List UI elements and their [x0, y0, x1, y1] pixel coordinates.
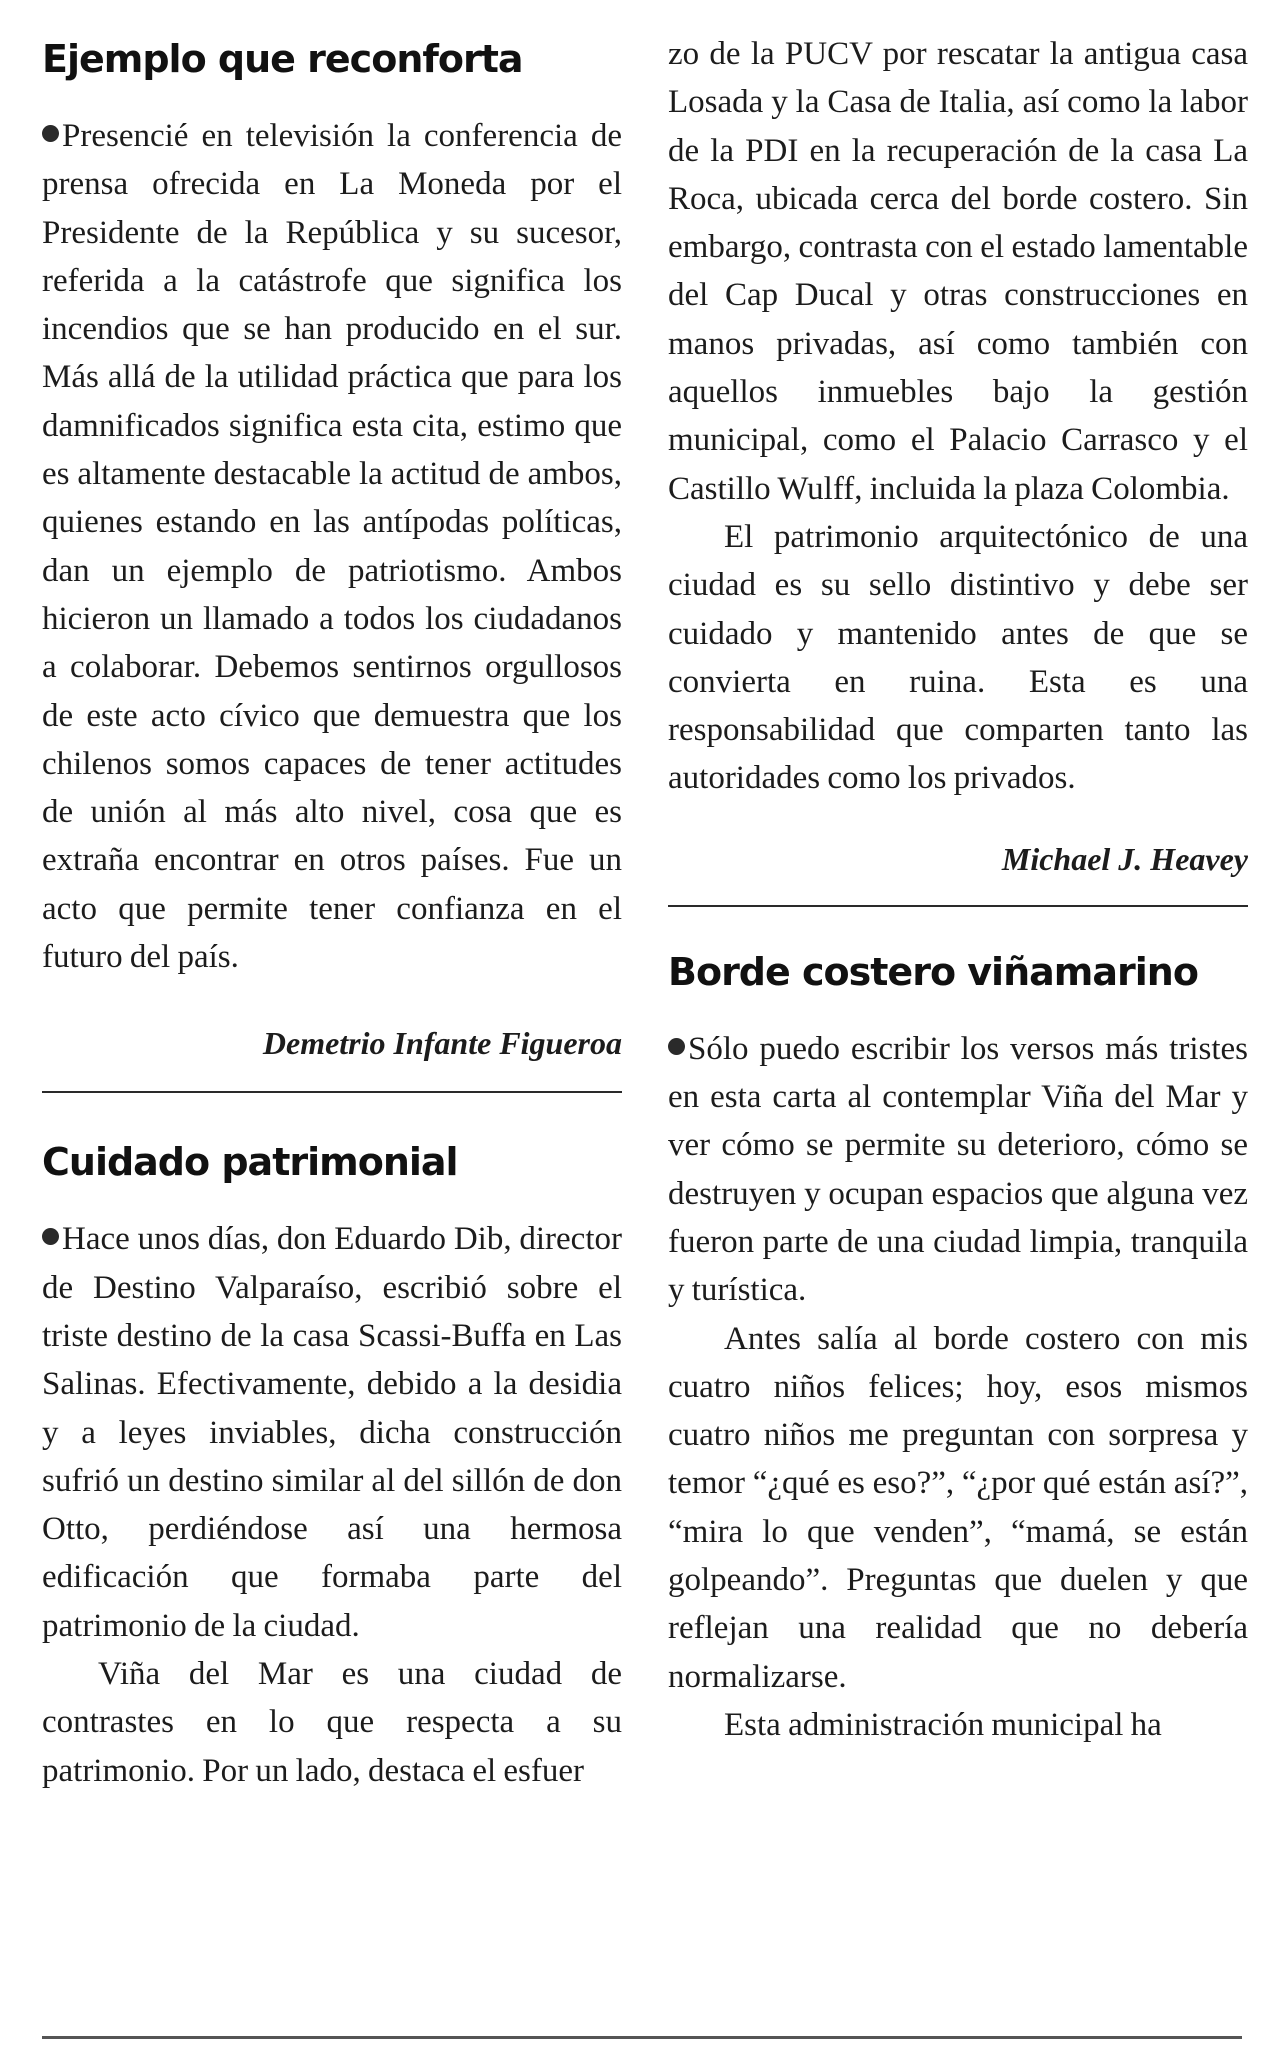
letter-paragraph: Antes salía al borde costero con mis cuatro niños felices; hoy, esos mismos cuatro niños me preguntan con sorpresa y temor “¿qué es eso?”, “¿por qué están así?”, “mira lo que venden”, “mamá, se están golpeando”. Preguntas que duelen y que reflejan una realidad que no debería normalizarse.: [668, 1320, 1248, 1695]
letter-title: Borde costero viñamarino: [668, 949, 1198, 994]
page-bottom-rule: [42, 2036, 1242, 2039]
letter-paragraph: El patrimonio arquitectónico de una ciudad es su sello distintivo y debe ser cuidado y mantenido antes de que se convierta en ruina. Esta es una responsabilidad que comparten tanto las autoridades como los privados.: [668, 518, 1248, 797]
bullet-icon: [668, 1038, 685, 1055]
letter-paragraph: zo de la PUCV por rescatar la antigua casa Losada y la Casa de Italia, así como la labor de la PDI en la recuperación de la casa La Roca, ubicada cerca del borde costero. Sin embargo, contrasta con el estado lamentable del Cap Ducal y otras construcciones en manos privadas, así como también con aquellos inmuebles bajo la gestión municipal, como el Palacio Carrasco y el Castillo Wulff, incluida la plaza Colombia.: [668, 36, 1248, 507]
letter-paragraph: Esta administración municipal ha: [724, 1706, 1162, 1743]
left-column: [42, 30, 622, 1795]
letter-signature: Demetrio Infante Figueroa: [262, 1025, 622, 1062]
bullet-icon: [42, 1228, 59, 1245]
letter-body: Hace unos días, don Eduardo Dib, director de Destino Valparaíso, escribió sobre el triste destino de la casa Scassi-Buffa en Las Salinas. Efectivamente, debido a la desidia y a leyes inviables, dicha construcción sufrió un destino similar al del sillón de don Otto, perdiéndose así una hermosa edificación que formaba parte del patrimonio de la ciudad.: [42, 1221, 622, 1644]
letter-title: Cuidado patrimonial: [42, 1140, 458, 1185]
right-column: [668, 30, 1248, 1749]
letter-body: Sólo puedo escribir los versos más tristes en esta carta al contemplar Viña del Mar y ver cómo se permite su deterioro, cómo se destruyen y ocupan espacios que alguna vez fueron parte de una ciudad limpia, tranquila y turística.: [668, 1030, 1248, 1309]
letter-paragraph: Viña del Mar es una ciudad de contrastes en lo que respecta a su patrimonio. Por un lado, destaca el esfuer: [42, 1656, 622, 1789]
letter-signature: Michael J. Heavey: [1001, 840, 1248, 877]
letter-title: Ejemplo que reconforta: [42, 37, 523, 81]
bullet-icon: [42, 125, 59, 142]
letter-body: Presencié en televisión la conferencia de prensa ofrecida en La Moneda por el Presidente de la República y su sucesor, referida a la catástrofe que significa los incendios que se han producido en el sur. Más allá de la utilidad práctica que para los damnificados significa esta cita, estimo que es altamente destacable la actitud de ambos, quienes estando en las antípodas políticas, dan un ejemplo de patriotismo. Ambos hicieron un llamado a todos los ciudadanos a colaborar. Debemos sentirnos orgullosos de este acto cívico que demuestra que los chilenos somos capaces de tener actitudes de unión al más alto nivel, cosa que es extraña encontrar en otros países. Fue un acto que permite tener confianza en el futuro del país.: [42, 118, 622, 976]
